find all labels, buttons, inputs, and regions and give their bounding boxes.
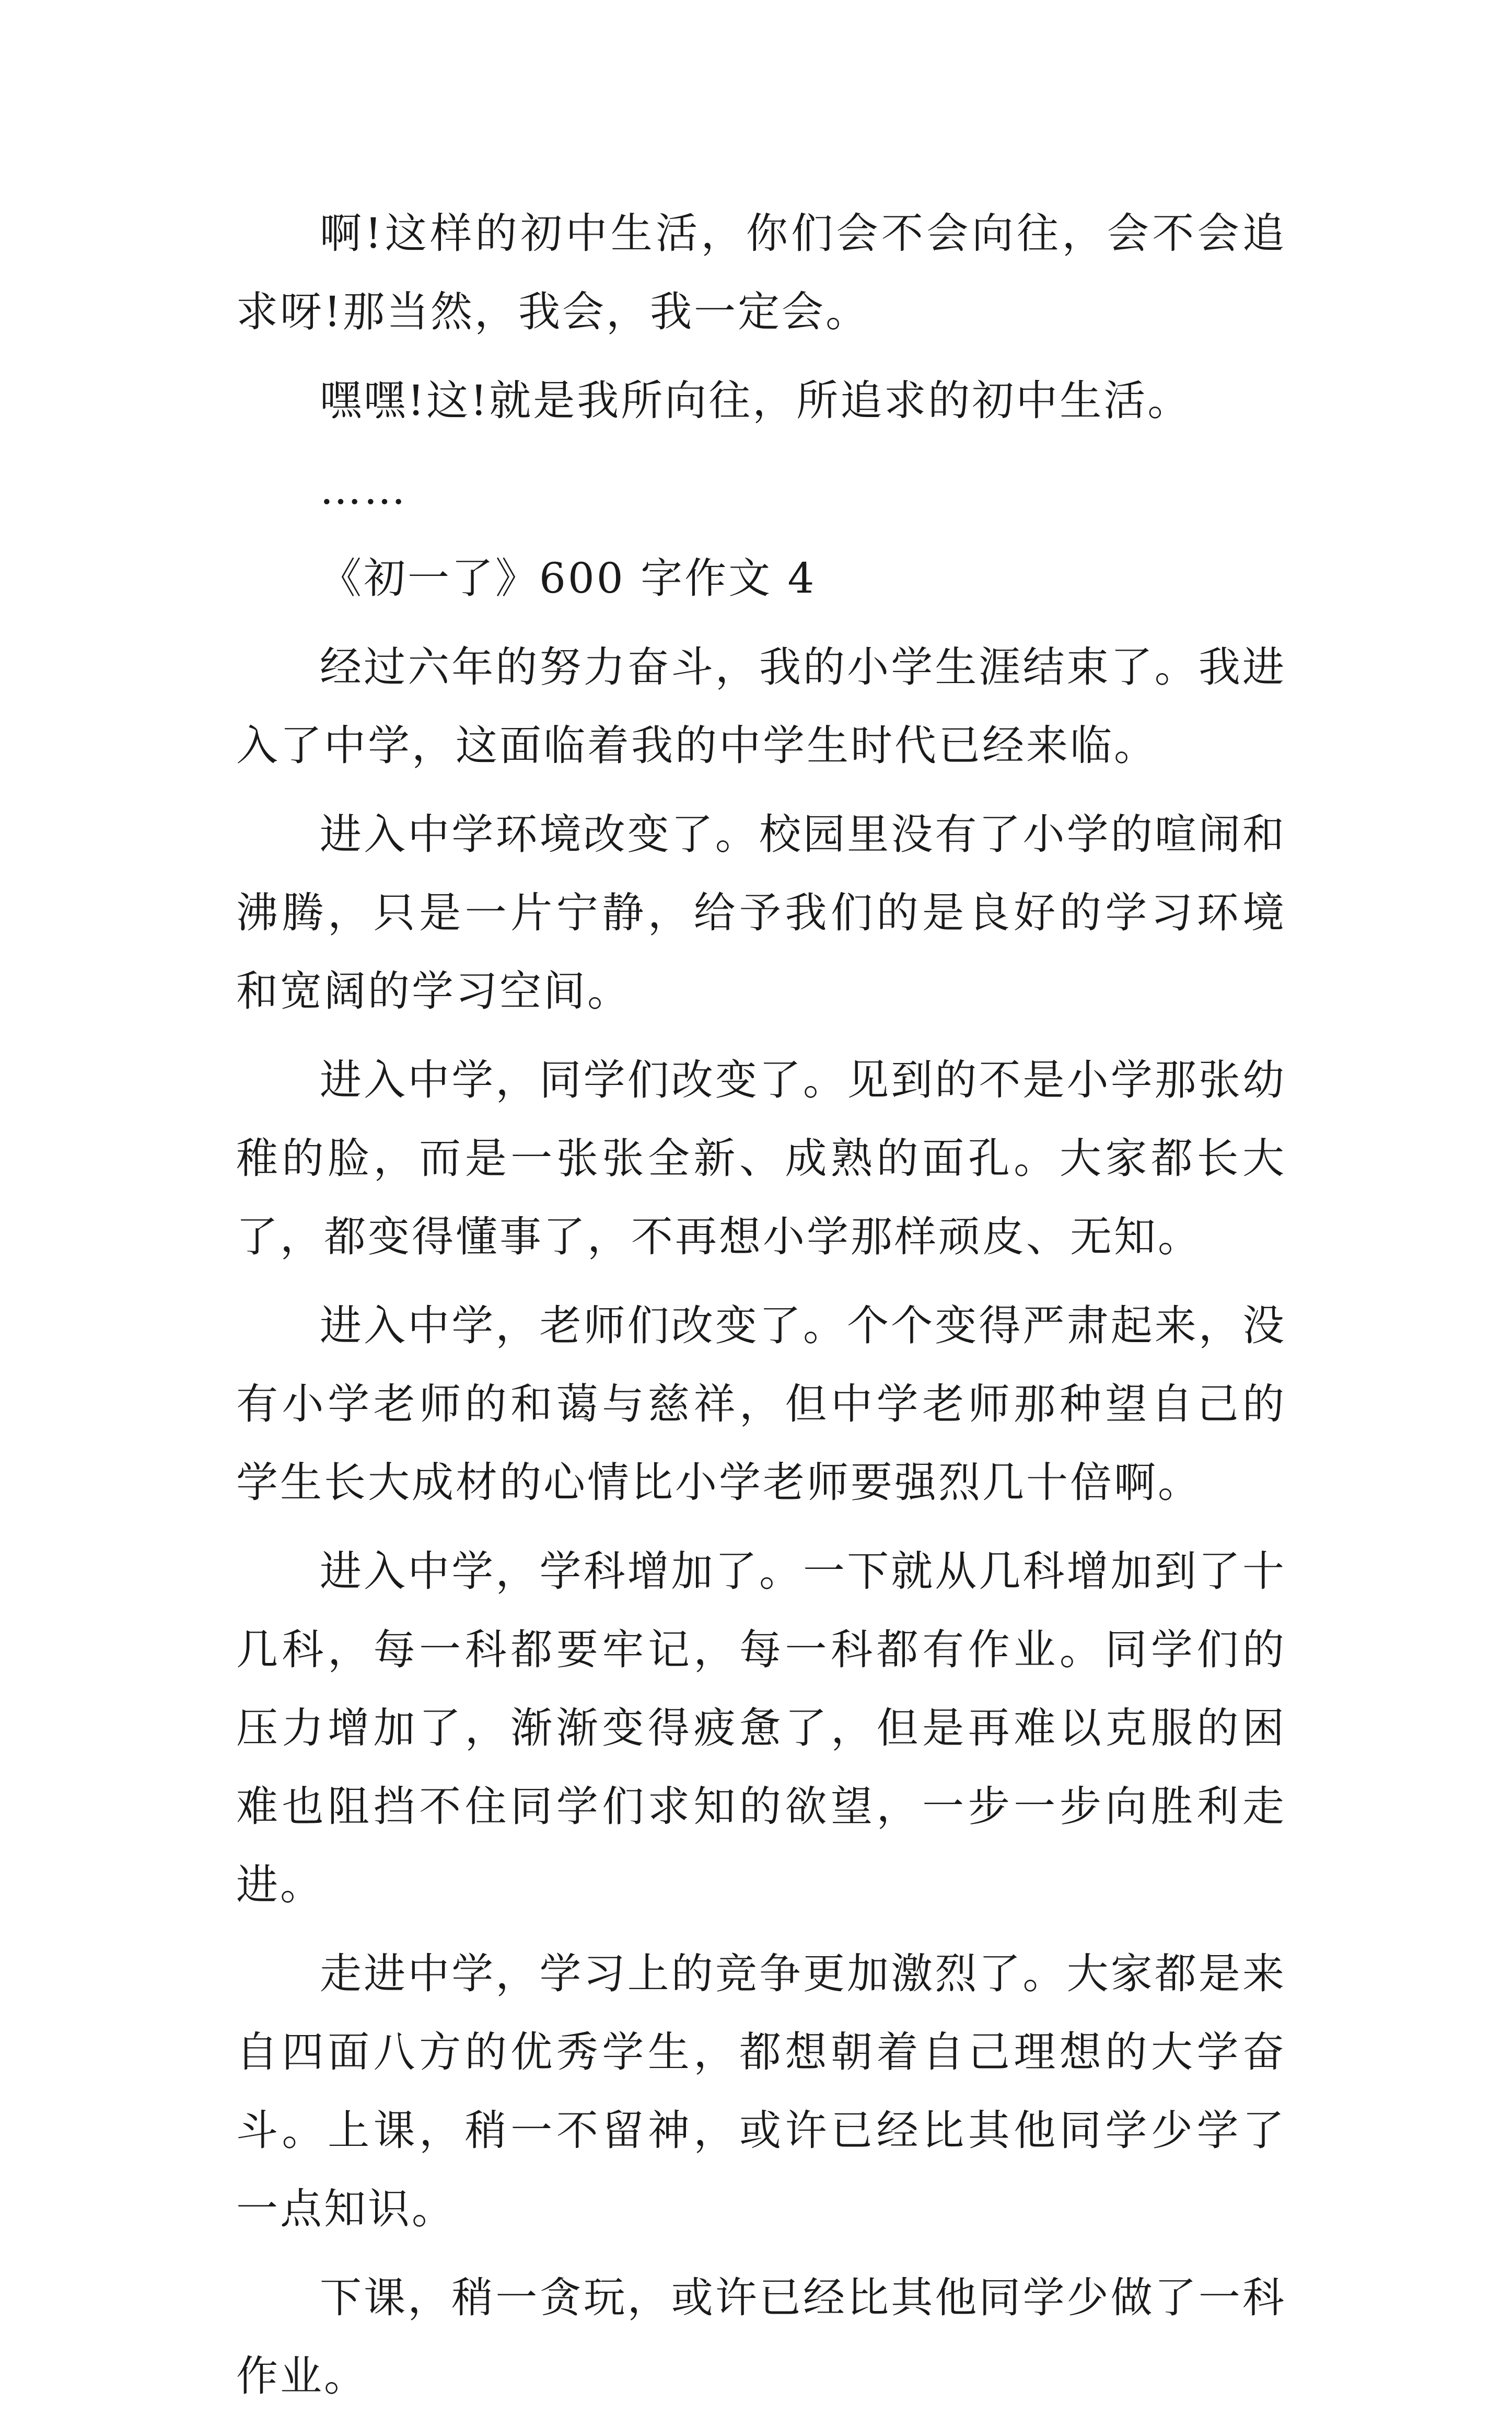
- paragraph-ellipsis: ……: [320, 465, 408, 514]
- essay-title: 《初一了》600 字作文 4: [320, 554, 817, 603]
- document-body: [236, 194, 1286, 2426]
- paragraph-8: 进入中学，学科增加了。一下就从几科增加到了十几科，每一科都要牢记，每一科都有作业。同学们的压力增加了，渐渐变得疲惫了，但是再难以克服的困难也阻挡不住同学们求知的欲望，一步一步向胜利走进。: [236, 1547, 1286, 1909]
- paragraph-2: 嘿嘿!这!就是我所向往，所追求的初中生活。: [320, 376, 1192, 425]
- paragraph-1: 啊!这样的初中生活，你们会不会向往，会不会追求呀!那当然，我会，我一定会。: [236, 209, 1286, 336]
- paragraph-7: 进入中学，老师们改变了。个个变得严肃起来，没有小学老师的和蔼与慈祥，但中学老师那种望自己的学生长大成材的心情比小学老师要强烈几十倍啊。: [236, 1301, 1286, 1507]
- paragraph-10: 下课，稍一贪玩，或许已经比其他同学少做了一科作业。: [236, 2273, 1286, 2400]
- paragraph-4: 经过六年的努力奋斗，我的小学生涯结束了。我进入了中学，这面临着我的中学生时代已经来临。: [236, 643, 1286, 770]
- paragraph-6: 进入中学，同学们改变了。见到的不是小学那张幼稚的脸，而是一张张全新、成熟的面孔。大家都长大了，都变得懂事了，不再想小学那样顽皮、无知。: [236, 1056, 1286, 1261]
- paragraph-9: 走进中学，学习上的竞争更加激烈了。大家都是来自四面八方的优秀学生，都想朝着自己理想的大学奋斗。上课，稍一不留神，或许已经比其他同学少学了一点知识。: [236, 1949, 1286, 2233]
- paragraph-5: 进入中学环境改变了。校园里没有了小学的喧闹和沸腾，只是一片宁静，给予我们的是良好的学习环境和宽阔的学习空间。: [236, 810, 1286, 1015]
